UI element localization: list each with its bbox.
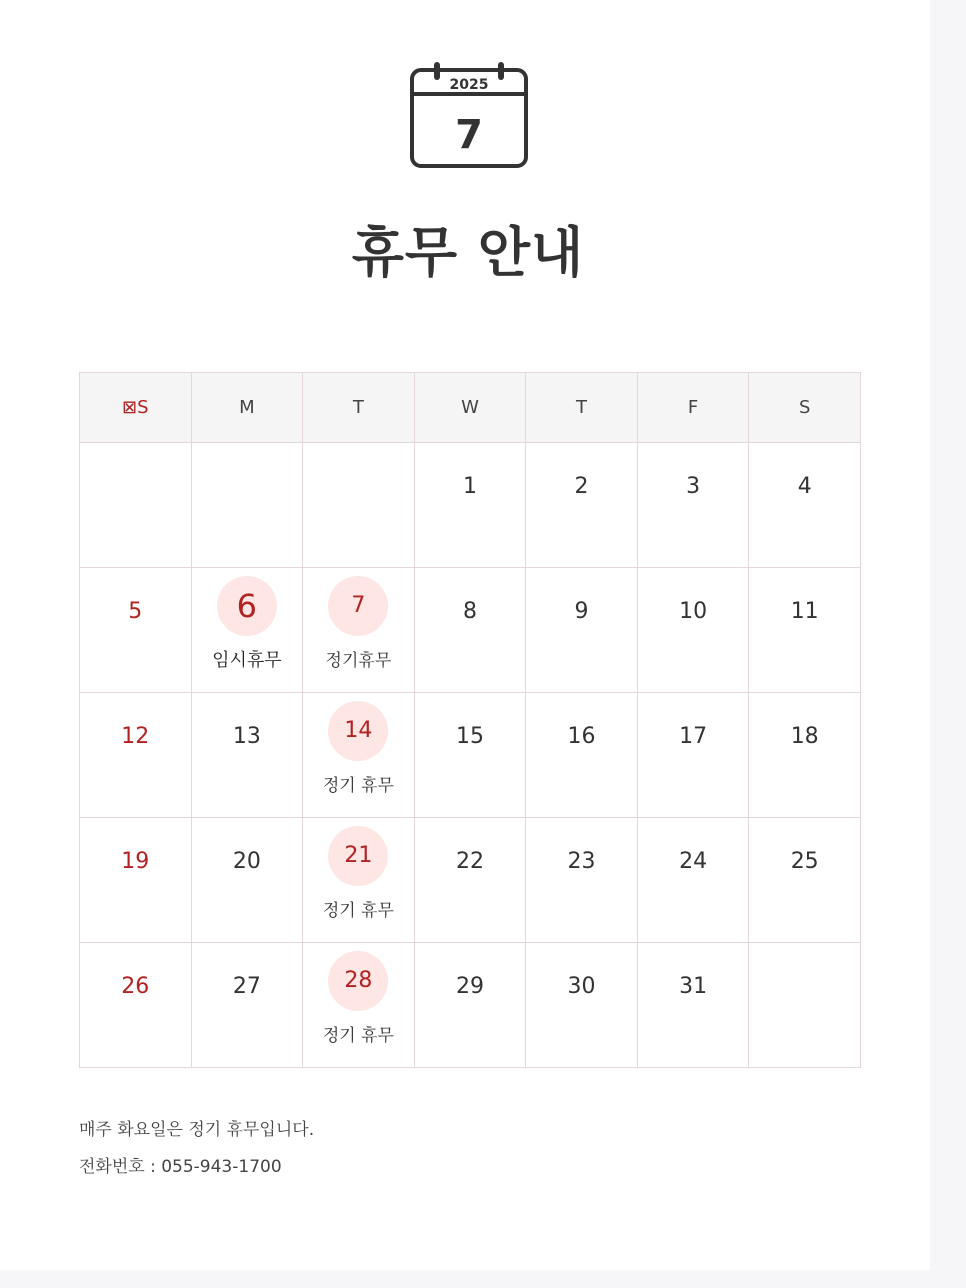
calendar-table xyxy=(79,372,861,1068)
holiday-note: 임시휴무 xyxy=(212,650,282,671)
day-cell-holiday xyxy=(303,693,415,818)
day-cell xyxy=(80,443,192,568)
day-number: 29 xyxy=(455,974,484,999)
week-row-5 xyxy=(80,943,861,1068)
day-number: 4 xyxy=(797,474,812,499)
day-number: 11 xyxy=(790,599,819,624)
day-cell xyxy=(749,568,861,693)
day-cell-holiday xyxy=(191,568,303,693)
holiday-day-circle: 7 xyxy=(328,576,388,636)
day-number: 13 xyxy=(232,724,261,749)
footer-phone: 전화번호 : 055-943-1700 xyxy=(79,1157,282,1177)
day-cell xyxy=(637,443,749,568)
day-cell-holiday xyxy=(303,943,415,1068)
day-cell-holiday xyxy=(303,818,415,943)
day-number: 8 xyxy=(462,599,477,624)
day-cell xyxy=(414,693,526,818)
day-number: 26 xyxy=(121,974,150,999)
day-number: 31 xyxy=(679,974,708,999)
day-number: 2 xyxy=(574,474,589,499)
weekday-sat: S xyxy=(749,373,861,443)
holiday-note: 정기 휴무 xyxy=(322,776,394,796)
day-cell xyxy=(637,943,749,1068)
day-cell xyxy=(637,568,749,693)
day-cell xyxy=(414,818,526,943)
holiday-day-circle: 21 xyxy=(328,826,388,886)
day-cell xyxy=(80,693,192,818)
calendar-icon-month: 7 xyxy=(455,112,483,158)
footer-closed-notice: 매주 화요일은 정기 휴무입니다. xyxy=(79,1120,315,1140)
day-number: 15 xyxy=(455,724,484,749)
day-number: 16 xyxy=(567,724,596,749)
day-cell xyxy=(749,443,861,568)
day-number: 20 xyxy=(232,849,261,874)
day-number: 10 xyxy=(679,599,708,624)
day-cell xyxy=(749,693,861,818)
day-number: 18 xyxy=(790,724,819,749)
day-cell xyxy=(637,693,749,818)
day-cell xyxy=(526,443,638,568)
holiday-note: 정기 휴무 xyxy=(322,901,394,921)
page-title: 휴무 안내 xyxy=(351,221,585,284)
day-cell xyxy=(526,568,638,693)
day-number: 19 xyxy=(121,849,150,874)
week-row-3 xyxy=(80,693,861,818)
weekday-tue: T xyxy=(303,373,415,443)
weekday-wed: W xyxy=(414,373,526,443)
day-cell xyxy=(303,443,415,568)
day-cell xyxy=(749,818,861,943)
weekday-mon: M xyxy=(191,373,303,443)
day-cell xyxy=(80,943,192,1068)
day-number: 30 xyxy=(567,974,596,999)
day-cell xyxy=(191,693,303,818)
calendar-icon xyxy=(410,62,528,170)
holiday-note: 정기 휴무 xyxy=(322,1026,394,1046)
day-number: 12 xyxy=(121,724,150,749)
calendar-icon-year: 2025 xyxy=(449,77,489,93)
day-number: 1 xyxy=(462,474,477,499)
day-cell xyxy=(526,693,638,818)
day-number: 27 xyxy=(232,974,261,999)
day-cell xyxy=(414,443,526,568)
day-number: 24 xyxy=(679,849,708,874)
day-number: 22 xyxy=(455,849,484,874)
weekday-fri: F xyxy=(637,373,749,443)
day-number: 5 xyxy=(128,599,143,624)
holiday-day-circle: 6 xyxy=(217,576,277,636)
day-number: 9 xyxy=(574,599,589,624)
day-cell xyxy=(191,443,303,568)
day-cell xyxy=(526,818,638,943)
day-cell xyxy=(526,943,638,1068)
day-cell xyxy=(191,943,303,1068)
day-number: 23 xyxy=(567,849,596,874)
week-row-4 xyxy=(80,818,861,943)
day-cell xyxy=(637,818,749,943)
holiday-day-circle: 14 xyxy=(328,701,388,761)
day-number: 3 xyxy=(686,474,701,499)
day-number: 25 xyxy=(790,849,819,874)
day-cell xyxy=(414,568,526,693)
weekday-sun: ⊠S xyxy=(80,373,192,443)
week-row-2 xyxy=(80,568,861,693)
holiday-note: 정기휴무 xyxy=(325,651,392,671)
week-row-1 xyxy=(80,443,861,568)
weekday-thu: T xyxy=(526,373,638,443)
day-cell xyxy=(749,943,861,1068)
day-cell-holiday xyxy=(303,568,415,693)
day-cell xyxy=(414,943,526,1068)
holiday-day-circle: 28 xyxy=(328,951,388,1011)
day-cell xyxy=(80,818,192,943)
day-number: 17 xyxy=(679,724,708,749)
weekday-header-row xyxy=(80,373,861,443)
day-cell xyxy=(80,568,192,693)
day-cell xyxy=(191,818,303,943)
